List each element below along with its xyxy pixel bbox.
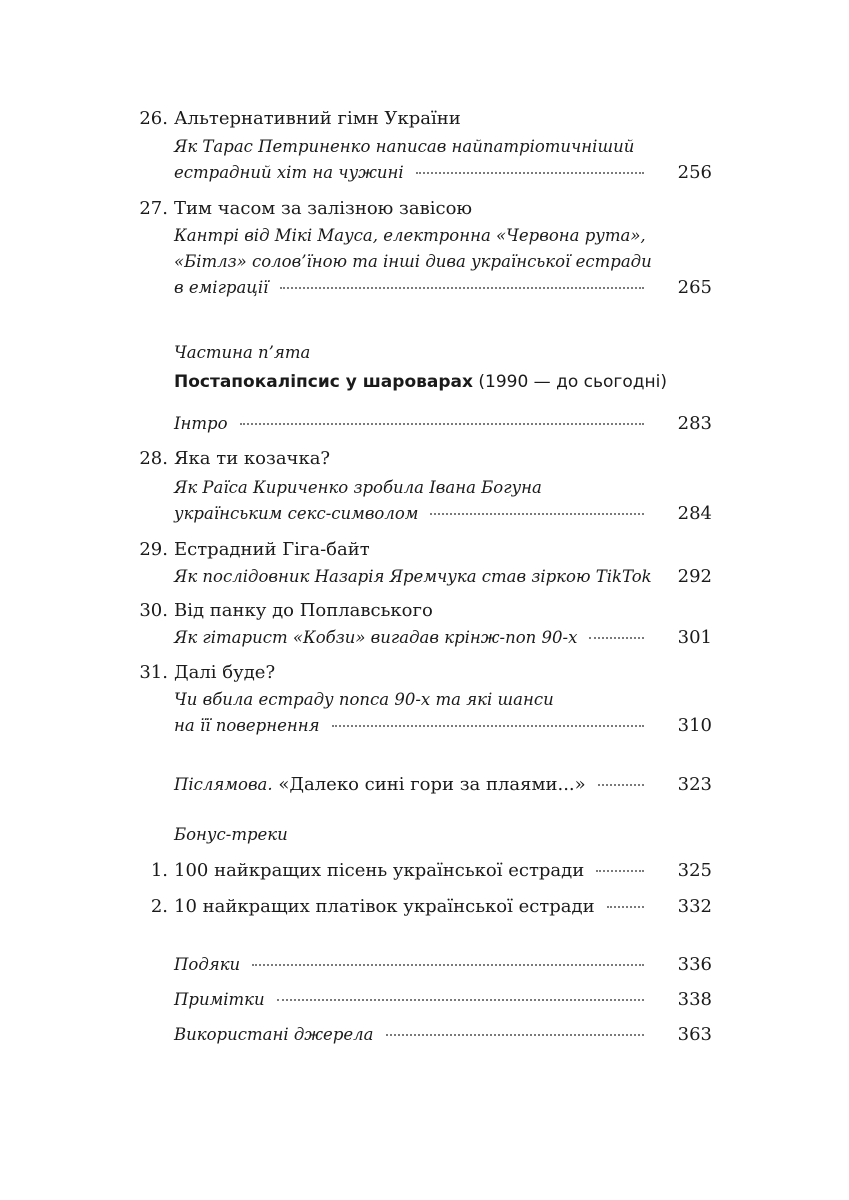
toc-entry-bonus-1[interactable]	[0, 856, 849, 886]
chapter-subtitle: Як послідовник Назарія Яремчука став зіркою TikTok	[174, 567, 652, 586]
toc-entry-26[interactable]	[0, 104, 849, 134]
page-number: 265	[677, 277, 712, 298]
bonus-number: 2.	[150, 896, 168, 917]
chapter-title: Далі буде?	[174, 662, 276, 683]
back-matter-title: Примітки	[174, 990, 265, 1009]
part-title-years: (1990 — до сьогодні)	[472, 372, 667, 392]
chapter-subtitle: Як Раїса Кириченко зробила Івана Богуна	[174, 478, 542, 497]
page-number: 310	[677, 715, 712, 736]
chapter-title: Яка ти козачка?	[174, 448, 331, 469]
toc-entry-acknowledgements[interactable]	[0, 950, 849, 980]
toc-entry-sources[interactable]	[0, 1020, 849, 1050]
page-number: 363	[677, 1024, 712, 1045]
chapter-title: Альтернативний гімн України	[174, 108, 461, 129]
chapter-number: 29.	[139, 539, 168, 560]
chapter-subtitle: в еміграції	[174, 278, 269, 297]
dot-leader	[252, 964, 644, 966]
dot-leader	[607, 906, 644, 908]
chapter-number: 30.	[139, 600, 168, 621]
page-number: 284	[677, 503, 712, 524]
chapter-subtitle: Чи вбила естраду попса 90-х та які шанси	[174, 690, 554, 709]
toc-entry-intro[interactable]	[0, 409, 849, 439]
chapter-subtitle: Як гітарист «Кобзи» вигадав крінж-поп 90-х	[174, 628, 578, 647]
intro-title: Інтро	[174, 414, 228, 433]
chapter-title: Від панку до Поплавського	[174, 600, 433, 621]
toc-entry-28[interactable]	[0, 444, 849, 474]
toc-entry-31[interactable]	[0, 658, 849, 688]
chapter-number: 27.	[139, 198, 168, 219]
bonus-title: 100 найкращих пісень української естради	[174, 860, 585, 881]
chapter-number: 26.	[139, 108, 168, 129]
toc-entry-30[interactable]	[0, 596, 849, 626]
dot-leader	[280, 287, 644, 289]
page-number: 283	[677, 413, 712, 434]
page-number: 325	[677, 860, 712, 881]
toc-entry-27[interactable]	[0, 194, 849, 224]
chapter-subtitle: на її повернення	[174, 716, 320, 735]
chapter-subtitle: естрадний хіт на чужині	[174, 163, 404, 182]
dot-leader	[332, 725, 644, 727]
toc-entry-bonus-2[interactable]	[0, 892, 849, 922]
toc-entry-29[interactable]	[0, 535, 849, 565]
part-title	[0, 367, 849, 397]
chapter-title: Естрадний Гіга-байт	[174, 539, 370, 560]
chapter-number: 31.	[139, 662, 168, 683]
part-title-bold: Постапокаліпсис у шароварах	[174, 372, 473, 392]
dot-leader	[596, 870, 644, 872]
toc-entry-afterword[interactable]	[0, 770, 849, 800]
dot-leader	[598, 784, 644, 786]
page-number: 323	[677, 774, 712, 795]
toc-entry-notes[interactable]	[0, 985, 849, 1015]
dot-leader	[430, 513, 644, 515]
back-matter-title: Використані джерела	[174, 1025, 374, 1044]
chapter-subtitle: Кантрі від Мікі Мауса, електронна «Червона рута»,	[174, 226, 646, 245]
bonus-title: 10 найкращих платівок української естради	[174, 896, 595, 917]
page-number: 292	[677, 566, 712, 587]
bonus-number: 1.	[150, 860, 168, 881]
page-number: 338	[677, 989, 712, 1010]
chapter-subtitle: українським секс-символом	[174, 504, 419, 523]
chapter-subtitle: Як Тарас Петриненко написав найпатріотичніший	[174, 137, 635, 156]
back-matter-title: Подяки	[174, 955, 241, 974]
dot-leader	[589, 637, 644, 639]
page-number: 256	[677, 162, 712, 183]
chapter-number: 28.	[139, 448, 168, 469]
page-number: 332	[677, 896, 712, 917]
dot-leader	[386, 1034, 645, 1036]
dot-leader	[416, 172, 644, 174]
page-number: 301	[677, 627, 712, 648]
bonus-label: Бонус-треки	[174, 825, 288, 844]
dot-leader	[240, 423, 644, 425]
afterword-label: Післямова.	[174, 775, 273, 794]
dot-leader	[277, 999, 644, 1001]
chapter-title: Тим часом за залізною завісою	[174, 198, 473, 219]
part-label: Частина п’ята	[174, 343, 311, 362]
afterword-title: «Далеко сині гори за плаями...»	[272, 774, 586, 795]
chapter-subtitle: «Бітлз» солов’їною та інші дива української естради	[174, 252, 652, 271]
page-number: 336	[677, 954, 712, 975]
